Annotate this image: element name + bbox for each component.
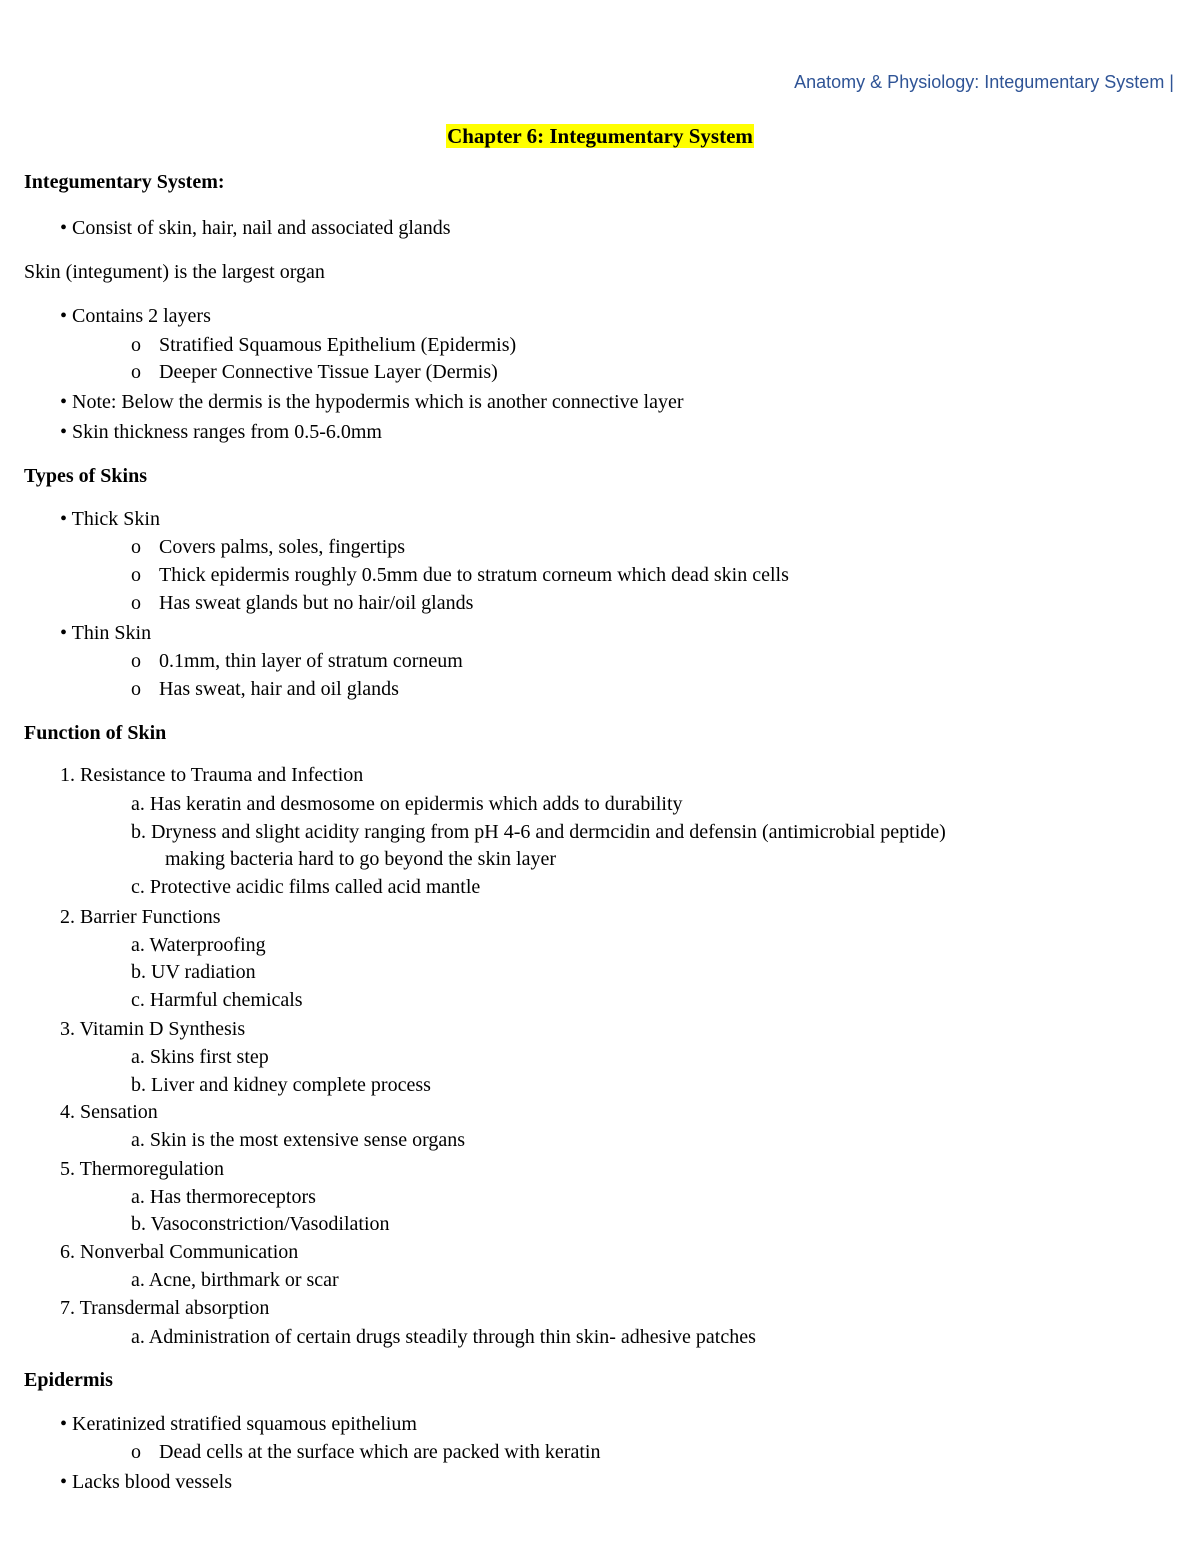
lettered-item: b. Liver and kidney complete process bbox=[131, 1074, 431, 1096]
bullet-item: • Consist of skin, hair, nail and associated glands bbox=[60, 217, 451, 239]
lettered-item: a. Waterproofing bbox=[131, 934, 266, 956]
sub-bullet-marker: o bbox=[131, 536, 141, 558]
sub-bullet-item: o Covers palms, soles, fingertips bbox=[131, 536, 406, 558]
sub-bullet-item: o 0.1mm, thin layer of stratum corneum bbox=[131, 650, 463, 672]
bullet-item: • Thin Skin bbox=[60, 622, 152, 644]
sub-bullet-marker: o bbox=[131, 564, 141, 586]
numbered-item: 4. Sensation bbox=[60, 1101, 158, 1123]
lettered-item: a. Skins first step bbox=[131, 1046, 269, 1068]
sub-bullet-item: o Has sweat, hair and oil glands bbox=[131, 678, 399, 700]
lettered-item: c. Harmful chemicals bbox=[131, 989, 303, 1011]
sub-bullet-item: o Dead cells at the surface which are packed with keratin bbox=[131, 1441, 601, 1463]
sub-bullet-item: o Stratified Squamous Epithelium (Epidermis) bbox=[131, 334, 517, 356]
sub-bullet-marker: o bbox=[131, 1441, 141, 1463]
sub-bullet-marker: o bbox=[131, 361, 141, 383]
section-heading-epidermis: Epidermis bbox=[24, 1369, 113, 1391]
section-heading-function: Function of Skin bbox=[24, 722, 167, 744]
section-heading-integumentary: Integumentary System: bbox=[24, 171, 225, 193]
numbered-item: 6. Nonverbal Communication bbox=[60, 1241, 299, 1263]
sub-bullet-item: o Thick epidermis roughly 0.5mm due to stratum corneum which dead skin cells bbox=[131, 564, 789, 586]
section-heading-types: Types of Skins bbox=[24, 465, 148, 487]
bullet-item: • Thick Skin bbox=[60, 508, 160, 530]
numbered-item: 5. Thermoregulation bbox=[60, 1158, 225, 1180]
chapter-title-text: Chapter 6: Integumentary System bbox=[447, 124, 753, 148]
sub-bullet-marker: o bbox=[131, 334, 141, 356]
lettered-item: a. Has thermoreceptors bbox=[131, 1186, 316, 1208]
numbered-item: 1. Resistance to Trauma and Infection bbox=[60, 764, 364, 786]
sub-bullet-marker: o bbox=[131, 678, 141, 700]
paragraph-skin-largest-organ: Skin (integument) is the largest organ bbox=[24, 261, 325, 283]
sub-bullet-marker: o bbox=[131, 592, 141, 614]
running-header: Anatomy & Physiology: Integumentary System | bbox=[794, 72, 1174, 92]
lettered-item: a. Skin is the most extensive sense organs bbox=[131, 1129, 466, 1151]
numbered-item: 2. Barrier Functions bbox=[60, 906, 221, 928]
lettered-item: a. Acne, birthmark or scar bbox=[131, 1269, 339, 1291]
lettered-item: a. Administration of certain drugs steadily through thin skin- adhesive patches bbox=[131, 1326, 756, 1348]
lettered-item: a. Has keratin and desmosome on epidermis which adds to durability bbox=[131, 793, 683, 815]
numbered-item: 7. Transdermal absorption bbox=[60, 1297, 270, 1319]
chapter-title bbox=[0, 124, 1200, 149]
bullet-item: • Note: Below the dermis is the hypodermis which is another connective layer bbox=[60, 391, 684, 413]
bullet-item: • Lacks blood vessels bbox=[60, 1471, 232, 1493]
lettered-item-continuation: making bacteria hard to go beyond the skin layer bbox=[165, 848, 556, 870]
lettered-item: b. UV radiation bbox=[131, 961, 256, 983]
bullet-item: • Keratinized stratified squamous epithelium bbox=[60, 1413, 417, 1435]
sub-bullet-item: o Deeper Connective Tissue Layer (Dermis) bbox=[131, 361, 498, 383]
sub-bullet-marker: o bbox=[131, 650, 141, 672]
lettered-item: b. Dryness and slight acidity ranging from pH 4-6 and dermcidin and defensin (antimicrobial peptide) bbox=[131, 821, 946, 843]
bullet-item: • Skin thickness ranges from 0.5-6.0mm bbox=[60, 421, 382, 443]
numbered-item: 3. Vitamin D Synthesis bbox=[60, 1018, 246, 1040]
bullet-item: • Contains 2 layers bbox=[60, 305, 211, 327]
lettered-item: c. Protective acidic films called acid mantle bbox=[131, 876, 481, 898]
lettered-item: b. Vasoconstriction/Vasodilation bbox=[131, 1213, 390, 1235]
sub-bullet-item: o Has sweat glands but no hair/oil glands bbox=[131, 592, 474, 614]
